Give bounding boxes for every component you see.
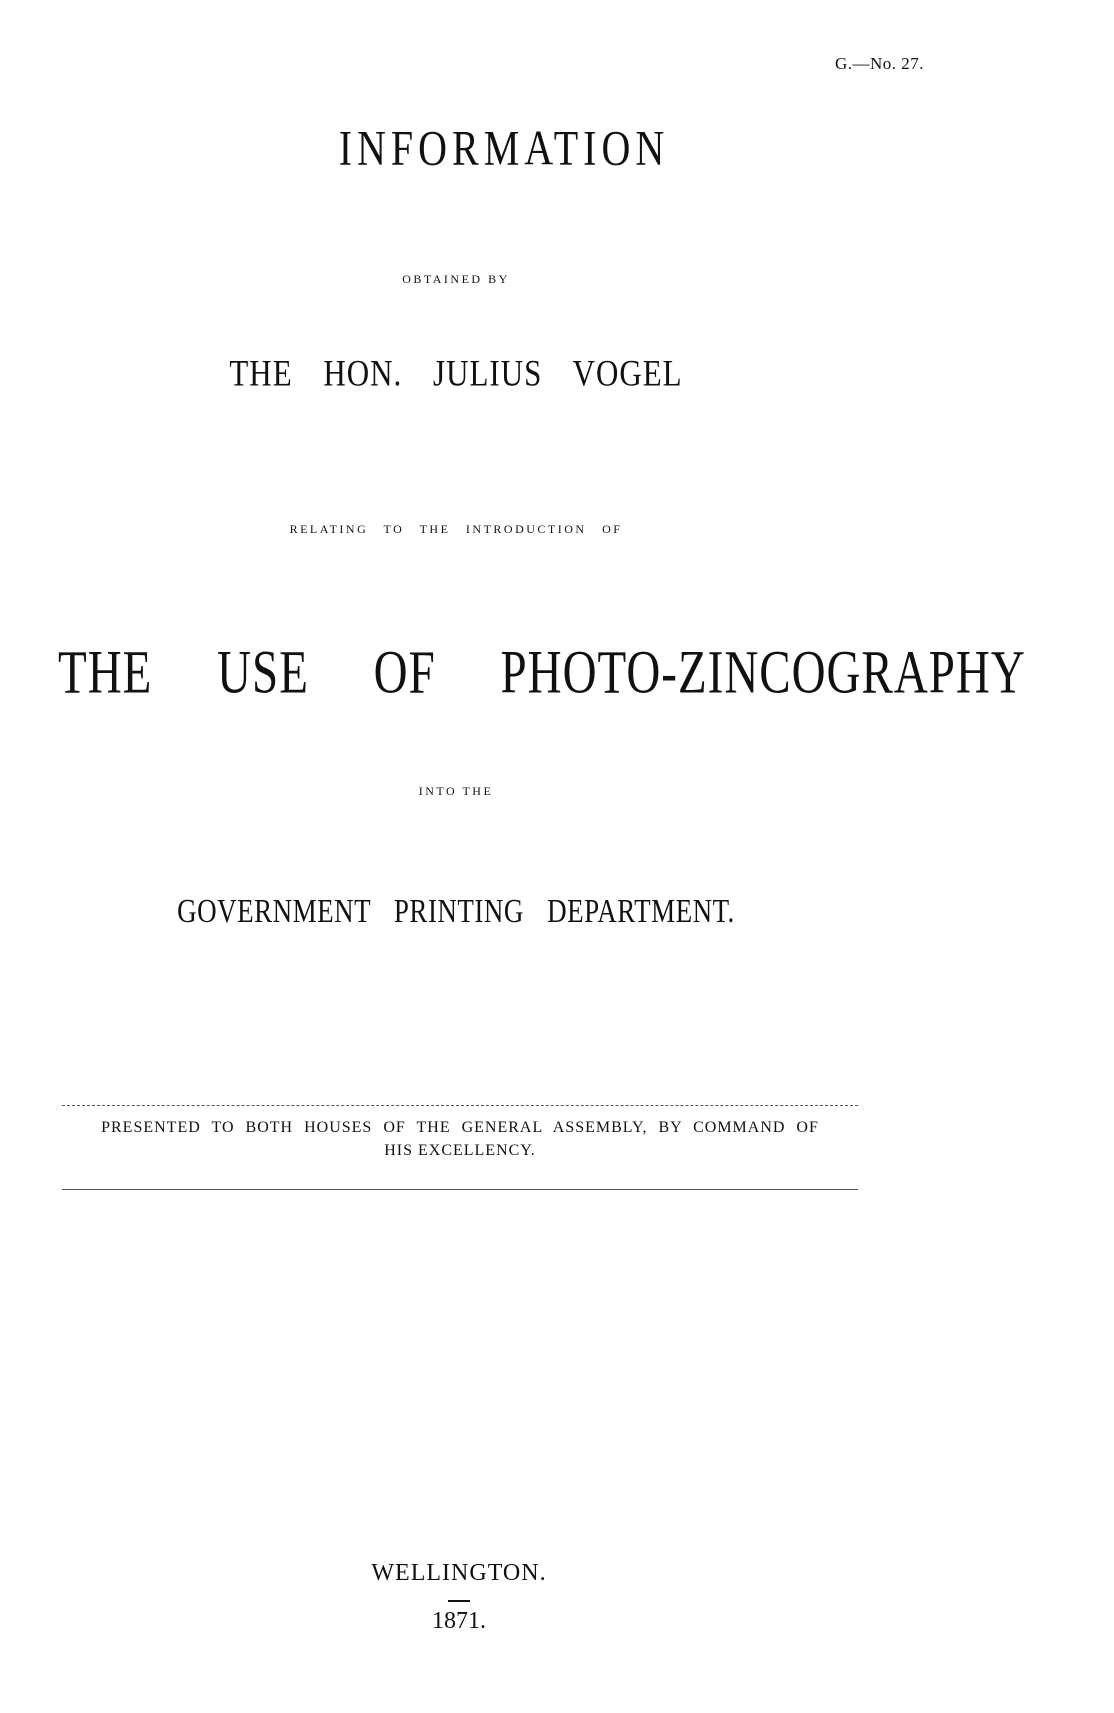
presentation-statement xyxy=(62,1116,858,1162)
paper-reference-number: G.—No. 27. xyxy=(834,54,924,73)
top-rule-divider xyxy=(62,1105,858,1106)
title-into-the: INTO THE xyxy=(418,784,494,798)
title-author: THE HON. JULIUS VOGEL xyxy=(229,352,683,394)
imprint-year: 1871. xyxy=(432,1608,486,1634)
title-relating: RELATING TO THE INTRODUCTION OF xyxy=(289,522,623,536)
title-main-subject: THE USE OF PHOTO-ZINCOGRAPHY xyxy=(58,639,1026,707)
imprint-dash-divider xyxy=(448,1600,470,1602)
presentation-line-1: PRESENTED TO BOTH HOUSES OF THE GENERAL ASSEMBLY, BY COMMAND OF xyxy=(101,1119,819,1136)
title-obtained-by: OBTAINED BY xyxy=(402,272,510,286)
imprint-place: WELLINGTON. xyxy=(371,1560,547,1586)
bottom-rule-divider xyxy=(62,1189,858,1190)
title-information: INFORMATION xyxy=(338,119,670,176)
presentation-line-2: HIS EXCELLENCY. xyxy=(384,1142,536,1159)
title-department: GOVERNMENT PRINTING DEPARTMENT. xyxy=(177,892,735,930)
